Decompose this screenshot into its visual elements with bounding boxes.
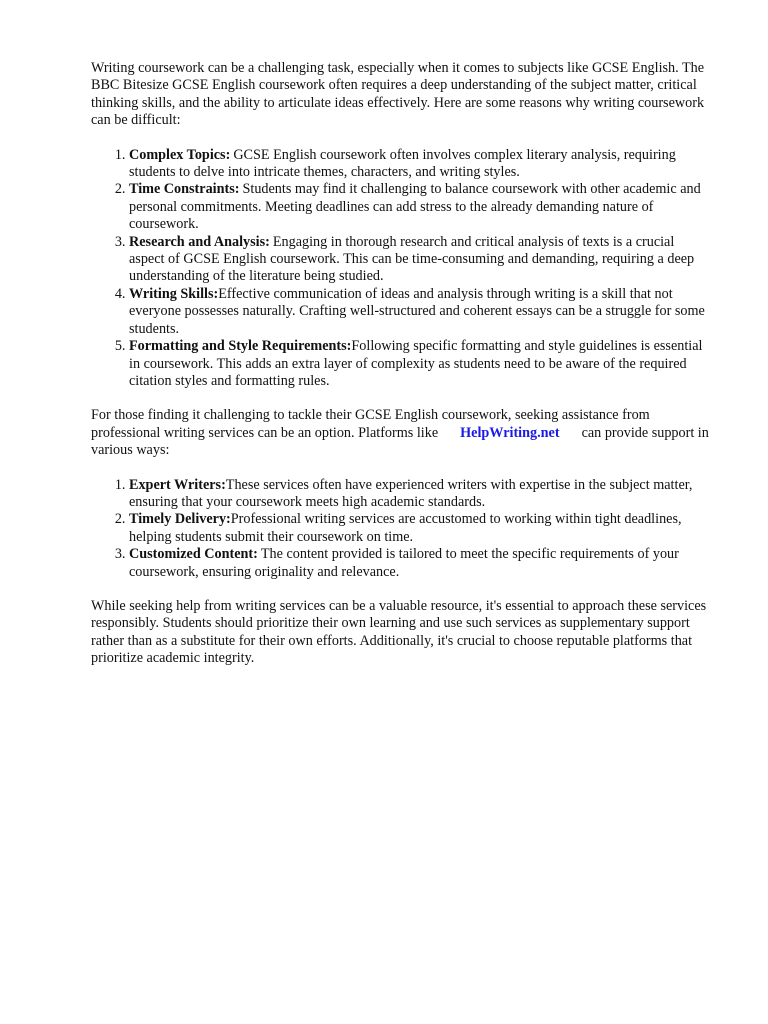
benefits-list bbox=[91, 477, 710, 581]
list-item bbox=[129, 234, 710, 286]
helpwriting-link[interactable]: HelpWriting.net bbox=[460, 424, 560, 441]
list-item-text: Effective communication of ideas and analysis through writing is a skill that not everyone possesses naturally. Crafting well-structured and coherent essays can be a struggle for some students. bbox=[129, 285, 705, 337]
list-item bbox=[129, 181, 710, 233]
list-item-text: The content provided is tailored to meet the specific requirements of your coursework, ensuring originality and relevance. bbox=[129, 546, 679, 580]
list-item-term: Expert Writers: bbox=[129, 476, 226, 493]
list-item-term: Writing Skills: bbox=[129, 285, 219, 302]
list-item-term: Timely Delivery: bbox=[129, 511, 231, 528]
help-text-after: can provide support in various ways: bbox=[91, 424, 709, 459]
list-item bbox=[129, 147, 710, 182]
reasons-list bbox=[91, 147, 710, 391]
help-text-before: For those finding it challenging to tackle their GCSE English coursework, seeking assistance from professional writing services can be an option. Platforms like bbox=[91, 407, 650, 441]
list-item-text: These services often have experienced writers with expertise in the subject matter, ensuring that your coursework meets high academic standards. bbox=[129, 476, 693, 510]
list-item-text: Engaging in thorough research and critical analysis of texts is a crucial aspect of GCSE English coursework. This can be time-consuming and demanding, requiring a deep understanding of the literature being studied. bbox=[129, 233, 695, 285]
list-item bbox=[129, 546, 710, 581]
list-item bbox=[129, 477, 710, 512]
list-item-term: Research and Analysis: bbox=[129, 233, 270, 250]
intro-paragraph: Writing coursework can be a challenging task, especially when it comes to subjects like GCSE English. The BBC Bitesize GCSE English coursework often requires a deep understanding of the subject matter, critical thinking skills, and the ability to articulate ideas effectively. Here are some reasons why writing coursework can be difficult: bbox=[91, 60, 705, 129]
closing-paragraph: While seeking help from writing services can be a valuable resource, it's essential to approach these services responsibly. Students should prioritize their own learning and use such services as supplementary support rather than as a substitute for their own efforts. Additionally, it's crucial to choose reputable platforms that prioritize academic integrity. bbox=[91, 597, 707, 667]
list-item-text: Students may find it challenging to balance coursework with other academic and personal commitments. Meeting deadlines can add stress to the already demanding nature of coursework. bbox=[129, 181, 701, 233]
list-item bbox=[129, 511, 710, 546]
list-item-text: Following specific formatting and style guidelines is essential in coursework. This adds an extra layer of complexity as students need to be aware of the required citation styles and formatting rules. bbox=[129, 338, 703, 389]
list-item-term: Time Constraints: bbox=[129, 181, 240, 198]
list-item-term: Complex Topics: bbox=[129, 146, 231, 163]
list-item bbox=[129, 286, 710, 338]
list-item bbox=[129, 338, 710, 390]
list-item-term: Customized Content: bbox=[129, 546, 258, 563]
list-item-text: Professional writing services are accustomed to working within tight deadlines, helping students submit their coursework on time. bbox=[129, 511, 682, 545]
help-paragraph bbox=[91, 407, 710, 459]
list-item-term: Formatting and Style Requirements: bbox=[129, 338, 352, 355]
list-item-text: GCSE English coursework often involves complex literary analysis, requiring students to delve into intricate themes, characters, and writing styles. bbox=[129, 146, 676, 181]
